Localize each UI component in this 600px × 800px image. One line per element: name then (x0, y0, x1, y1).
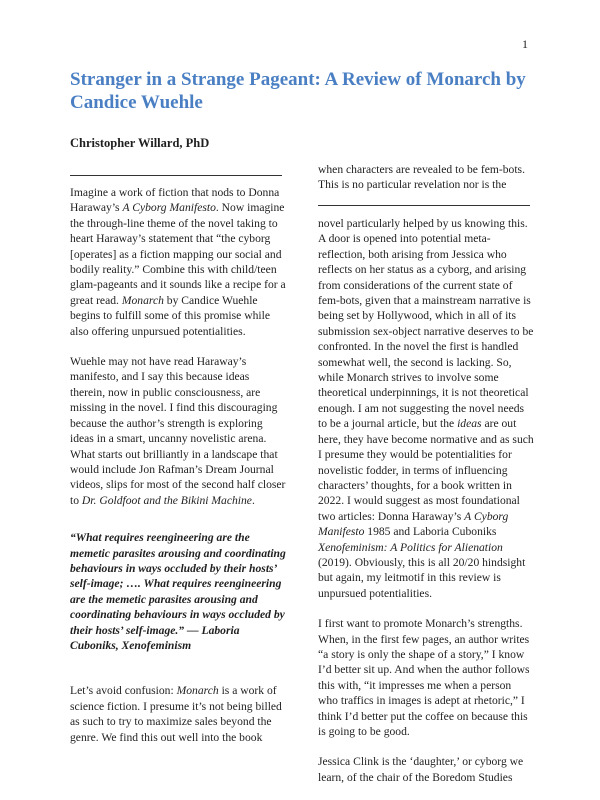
right-column-top (318, 162, 534, 208)
paragraph-intro: Imagine a work of fiction that nods to Donna Haraway’s A Cyborg Manifesto. Now imagine the through-line theme of the novel taking to heart Haraway’s statement that “the cyborg [operates] as a fiction mapping our social and bodily reality.” Combine this with child/teen glam-pageants and it sounds like a recipe for a great read. Monarch by Candice Wuehle begins to fulfill some of this promise while also offering unpursued potentialities. (70, 186, 286, 338)
right-column (318, 216, 534, 800)
article-title: Stranger in a Strange Pageant: A Review of Monarch by Candice Wuehle (70, 69, 526, 113)
divider-left (70, 175, 282, 176)
divider-right (318, 205, 530, 206)
paragraph-meta-reflection: novel particularly helped by us knowing this. A door is opened into potential meta-reflection, both arising from Jessica who reflects on her status as a cyborg, and arising from considerations of the current state of fem-bots, given that a mainstream narrative is being set by Hollywood, which in all of its submission sex-object narrative deserves to be confronted. In the novel the first is handled somewhat well, the second is lacking. So, while Monarch strives to involve some theoretical underpinnings, it is not theoretical enough. I am not suggesting the novel needs to be a journal article, but the ideas are out here, they have become normative and as such I presume they would be potentialities for novelistic fodder, in terms of influencing characters’ thoughts, for a book written in 2022. I would suggest as most foundational two articles: Donna Haraway’s A Cyborg Manifesto 1985 and Laboria Cuboniks Xenofeminism: A Politics for Alienation (2019). Obviously, this is all 20/20 hindsight but again, my leitmotif in this review is unpursued potentialities. (318, 217, 534, 600)
author-byline: Christopher Willard, PhD (70, 136, 210, 150)
paragraph-haraway: Wuehle may not have read Haraway’s manifesto, and I say this because ideas therein, now in public consciousness, are missing in the novel. I find this discouraging because the author’s strength is exploring ideas in a smart, uncanny novelistic arena. What starts out brilliantly in a landscape that would include Jon Rafman’s Dream Journal videos, slips for most of the second half closer to Dr. Goldfoot and the Bikini Machine. (70, 355, 286, 507)
paragraph-jessica: Jessica Clink is the ‘daughter,’ or cyborg we learn, of the chair of the Boredom Studies (318, 755, 524, 784)
paragraph-strengths: I first want to promote Monarch’s strengths. When, in the first few pages, an author writes “a story is only the shape of a story,” I know I’d better sit up. And when the author follows this with, “it impresses me when a person who traffics in images is adept at rhetoric,” I think I’d better put the coffee on because this is going to be good. (318, 617, 530, 738)
page-number: 1 (522, 37, 528, 51)
paragraph-fembots: when characters are revealed to be fem-bots. This is no particular revelation nor is the (318, 163, 525, 192)
epigraph-quote: “What requires reengineering are the memetic parasites arousing and coordinating behaviours in ways occluded by their hosts’ self-image; …. What requires reengineering are the memetic parasites arousing and coordinating behaviours in ways occluded by their hosts’ self-image.” — Laboria Cuboniks, Xenofeminism (70, 531, 286, 652)
left-column (70, 185, 286, 760)
paragraph-confusion: Let’s avoid confusion: Monarch is a work of science fiction. I presume it’s not being billed as such to try to maximize sales beyond the genre. We find this out well into the book (70, 684, 282, 744)
